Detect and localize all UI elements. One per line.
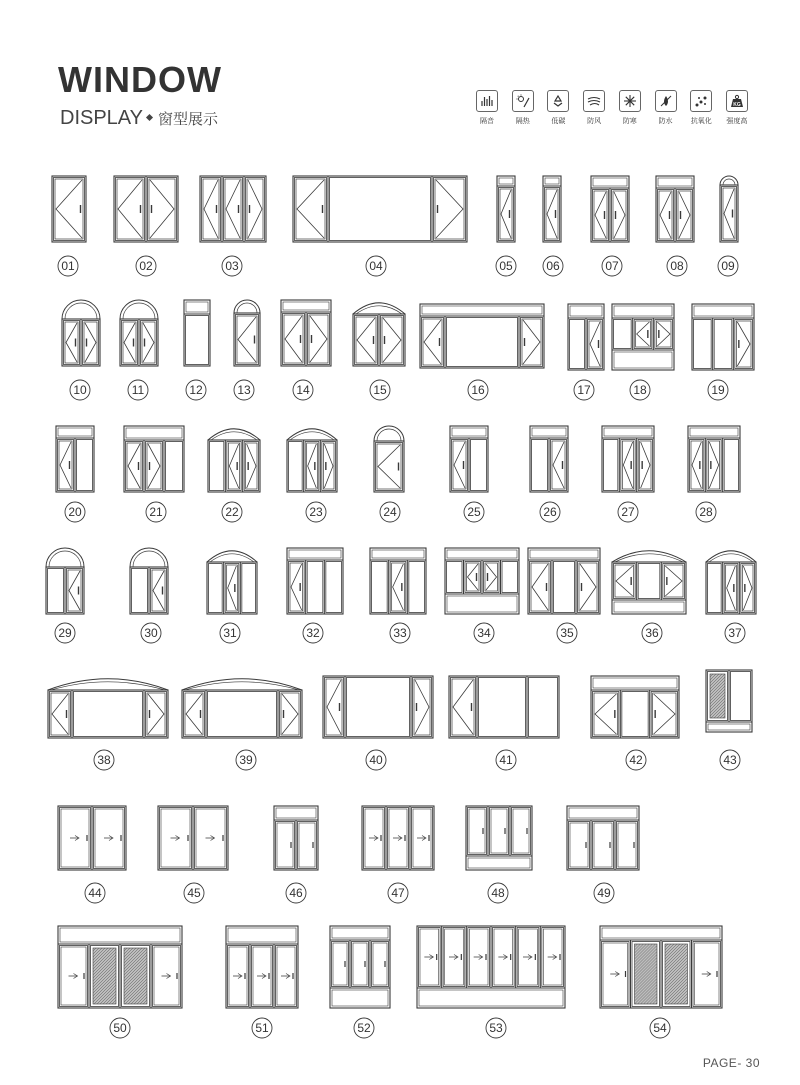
page-title: WINDOW (58, 59, 222, 100)
window-type-39 (182, 679, 302, 770)
window-number: 07 (605, 259, 619, 274)
window-type-40 (323, 676, 433, 770)
window-number: 39 (239, 753, 253, 768)
svg-text:KG: KG (733, 101, 741, 108)
window-number: 09 (721, 259, 735, 274)
window-type-54 (600, 926, 722, 1038)
window-type-19 (692, 304, 754, 400)
window-type-30 (130, 548, 168, 643)
feature-label: 隔音 (480, 117, 494, 125)
window-type-18 (612, 304, 674, 400)
window-number: 22 (225, 505, 239, 520)
window-number: 28 (699, 505, 713, 520)
window-number: 52 (357, 1021, 371, 1036)
window-type-36 (612, 551, 686, 643)
window-number: 41 (499, 753, 513, 768)
window-number: 36 (645, 626, 659, 641)
window-number: 30 (144, 626, 158, 641)
window-number: 26 (543, 505, 557, 520)
window-type-15 (353, 303, 405, 400)
window-number: 18 (633, 383, 647, 398)
window-type-26 (530, 426, 568, 522)
window-number: 49 (597, 886, 611, 901)
window-number: 25 (467, 505, 481, 520)
window-number: 45 (187, 886, 201, 901)
window-type-32 (287, 548, 343, 643)
window-number: 37 (728, 626, 742, 641)
window-type-52 (330, 926, 390, 1038)
feature-label: 抗氧化 (690, 117, 712, 125)
window-type-47 (362, 806, 434, 903)
window-type-04 (293, 176, 467, 276)
window-type-17 (568, 304, 604, 400)
window-type-51 (226, 926, 298, 1038)
window-number: 34 (477, 626, 491, 641)
window-number: 42 (629, 753, 643, 768)
window-number: 08 (670, 259, 684, 274)
window-type-50 (58, 926, 182, 1038)
window-type-35 (528, 548, 600, 643)
window-number: 48 (491, 886, 505, 901)
window-type-22 (208, 429, 260, 522)
window-type-12 (184, 300, 210, 400)
window-type-25 (450, 426, 488, 522)
page-number: PAGE- 30 (702, 1056, 760, 1070)
window-number: 15 (373, 383, 387, 398)
window-number: 31 (223, 626, 237, 641)
window-type-53 (417, 926, 565, 1038)
window-type-28 (688, 426, 740, 522)
window-number: 19 (711, 383, 725, 398)
window-type-27 (602, 426, 654, 522)
window-type-09 (718, 176, 738, 276)
window-type-42 (591, 676, 679, 770)
subtitle-english: DISPLAY (60, 107, 143, 129)
window-type-43 (706, 670, 752, 770)
feature-label: 隔热 (515, 117, 530, 125)
window-type-29 (46, 548, 84, 643)
window-type-48 (466, 806, 532, 903)
window-number: 50 (113, 1021, 127, 1036)
window-number: 43 (723, 753, 737, 768)
window-number: 32 (306, 626, 320, 641)
window-type-45 (158, 806, 228, 903)
window-number: 24 (383, 505, 397, 520)
window-number: 53 (489, 1021, 503, 1036)
window-number: 14 (296, 383, 310, 398)
window-number: 33 (393, 626, 407, 641)
window-number: 54 (653, 1021, 667, 1036)
window-number: 12 (189, 383, 203, 398)
window-number: 01 (61, 259, 75, 274)
window-number: 47 (391, 886, 405, 901)
window-number: 02 (139, 259, 153, 274)
window-type-24 (374, 426, 404, 522)
window-type-06 (543, 176, 563, 276)
window-number: 23 (309, 505, 323, 520)
window-type-07 (591, 176, 629, 276)
window-number: 20 (68, 505, 82, 520)
window-type-05 (496, 176, 516, 276)
window-type-14 (281, 300, 331, 400)
window-type-20 (56, 426, 94, 522)
window-type-08 (656, 176, 694, 276)
window-type-34 (445, 548, 519, 643)
feature-label: 低碳 (551, 117, 566, 125)
window-number: 27 (621, 505, 635, 520)
window-number: 04 (369, 259, 383, 274)
window-type-46 (274, 806, 318, 903)
window-type-13 (234, 300, 260, 400)
window-number: 35 (560, 626, 574, 641)
window-type-41 (449, 676, 559, 770)
window-type-10 (62, 300, 100, 400)
window-type-11 (120, 300, 158, 400)
window-type-02 (114, 176, 178, 276)
window-type-38 (48, 679, 168, 770)
window-type-31 (207, 551, 257, 643)
window-type-44 (58, 806, 126, 903)
window-number: 46 (289, 886, 303, 901)
window-number: 29 (58, 626, 72, 641)
window-number: 06 (546, 259, 560, 274)
window-number: 51 (255, 1021, 269, 1036)
window-number: 13 (237, 383, 251, 398)
window-type-33 (370, 548, 426, 643)
window-number: 40 (369, 753, 383, 768)
feature-label: 防水 (658, 117, 673, 125)
subtitle-chinese: 窗型展示 (158, 110, 219, 128)
feature-label: 防风 (587, 117, 602, 125)
window-number: 21 (149, 505, 163, 520)
window-type-49 (567, 806, 639, 903)
feature-label: 防寒 (622, 117, 637, 125)
window-number: 10 (73, 383, 87, 398)
window-number: 11 (131, 383, 145, 398)
window-number: 38 (97, 753, 111, 768)
window-type-01 (52, 176, 86, 276)
window-type-03 (200, 176, 266, 276)
window-type-16 (420, 304, 544, 400)
window-number: 17 (577, 383, 591, 398)
window-number: 16 (471, 383, 485, 398)
window-type-37 (706, 551, 756, 643)
window-number: 03 (225, 259, 239, 274)
window-number: 44 (88, 886, 102, 901)
feature-label: 强度高 (726, 117, 748, 125)
window-type-23 (287, 429, 337, 522)
window-type-21 (124, 426, 184, 522)
window-number: 05 (499, 259, 513, 274)
